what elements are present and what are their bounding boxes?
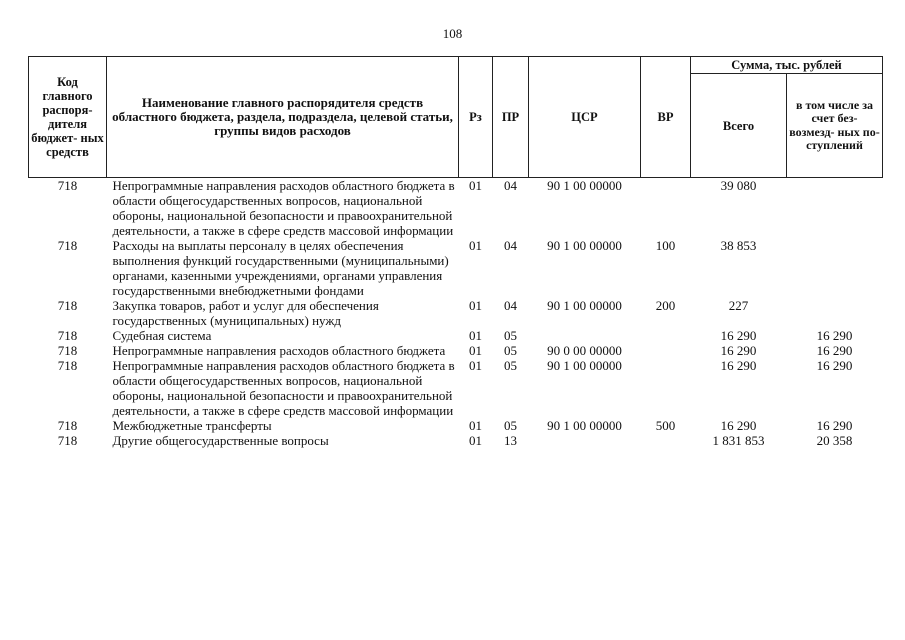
table-body [29, 178, 883, 449]
cell-vr [641, 178, 691, 239]
header-gratuitous: в том числе за счет без- возмезд- ных по- ступлений [787, 74, 883, 178]
cell-vr [641, 343, 691, 358]
header-sum: Сумма, тыс. рублей [691, 57, 883, 74]
cell-gratuitous [787, 298, 883, 328]
cell-pr: 05 [504, 328, 517, 343]
cell-csr [529, 433, 641, 448]
cell-csr: 90 1 00 00000 [547, 418, 622, 433]
cell-vr: 500 [655, 418, 676, 433]
cell-rz: 01 [469, 298, 482, 313]
cell-rz: 01 [469, 418, 482, 433]
cell-pr: 05 [504, 343, 517, 358]
header-name: Наименование главного распорядителя средств областного бюджета, раздела, подраздела, целевой статьи, группы видов расходов [107, 57, 459, 178]
header-vr: ВР [641, 57, 691, 178]
header-total: Всего [691, 74, 787, 178]
cell-pr: 13 [504, 433, 517, 448]
cell-total: 16 290 [720, 328, 757, 343]
table-row [29, 418, 883, 433]
cell-total: 16 290 [720, 418, 757, 433]
cell-pr: 04 [504, 238, 517, 253]
table-row [29, 178, 883, 239]
cell-total: 16 290 [720, 343, 757, 358]
cell-code: 718 [57, 433, 78, 448]
cell-gratuitous: 16 290 [816, 418, 853, 433]
cell-name: Судебная система [112, 328, 212, 343]
cell-gratuitous: 20 358 [816, 433, 853, 448]
budget-table [28, 56, 883, 448]
table-row [29, 298, 883, 328]
header-rz: Рз [459, 57, 493, 178]
cell-name: Закупка товаров, работ и услуг для обеспечения государственных (муниципальных) нужд [112, 298, 379, 328]
cell-pr: 05 [504, 358, 517, 373]
cell-code: 718 [57, 238, 78, 253]
cell-vr [641, 358, 691, 418]
cell-rz: 01 [469, 238, 482, 253]
cell-pr: 05 [504, 418, 517, 433]
cell-total: 38 853 [720, 238, 757, 253]
header-csr: ЦСР [529, 57, 641, 178]
cell-vr: 200 [655, 298, 676, 313]
table-row [29, 238, 883, 298]
page-number: 108 [442, 26, 463, 41]
cell-name: Непрограммные направления расходов областного бюджета в области общегосударственных вопросов, национальной обороны, национальной безопасности и правоохранительной деятельности, а также в сфере средств массовой информации [112, 358, 455, 418]
cell-pr: 04 [504, 178, 517, 193]
cell-gratuitous: 16 290 [816, 343, 853, 358]
cell-rz: 01 [469, 328, 482, 343]
table-row [29, 343, 883, 358]
cell-code: 718 [57, 178, 78, 193]
cell-name: Непрограммные направления расходов областного бюджета [112, 343, 446, 358]
cell-csr: 90 1 00 00000 [547, 298, 622, 313]
cell-csr: 90 1 00 00000 [547, 238, 622, 253]
cell-code: 718 [57, 418, 78, 433]
table-row [29, 328, 883, 343]
cell-code: 718 [57, 358, 78, 373]
cell-code: 718 [57, 298, 78, 313]
cell-pr: 04 [504, 298, 517, 313]
cell-name: Межбюджетные трансферты [112, 418, 272, 433]
cell-csr: 90 1 00 00000 [547, 178, 622, 193]
cell-total: 227 [728, 298, 749, 313]
table-header [29, 57, 883, 178]
cell-code: 718 [57, 343, 78, 358]
cell-code: 718 [57, 328, 78, 343]
cell-total: 39 080 [720, 178, 757, 193]
cell-name: Другие общегосударственные вопросы [112, 433, 329, 448]
cell-gratuitous [787, 238, 883, 298]
cell-rz: 01 [469, 178, 482, 193]
cell-csr: 90 1 00 00000 [547, 358, 622, 373]
cell-csr [529, 328, 641, 343]
cell-rz: 01 [469, 433, 482, 448]
table-row [29, 433, 883, 448]
cell-gratuitous: 16 290 [816, 358, 853, 373]
cell-vr [641, 433, 691, 448]
cell-rz: 01 [469, 358, 482, 373]
cell-vr [641, 328, 691, 343]
cell-gratuitous: 16 290 [816, 328, 853, 343]
cell-rz: 01 [469, 343, 482, 358]
cell-gratuitous [787, 178, 883, 239]
cell-name: Непрограммные направления расходов областного бюджета в области общегосударственных вопросов, национальной обороны, национальной безопасности и правоохранительной деятельности, а также в сфере средств массовой информации [112, 178, 455, 238]
header-code: Код главного распоря- дителя бюджет- ных средств [29, 57, 107, 178]
cell-vr: 100 [655, 238, 676, 253]
cell-name: Расходы на выплаты персоналу в целях обеспечения выполнения функций государственными (муниципальными) органами, казенными учреждениями, органами управления государственными внебюджетными фондами [112, 238, 449, 298]
table-row [29, 358, 883, 418]
cell-csr: 90 0 00 00000 [547, 343, 622, 358]
cell-total: 16 290 [720, 358, 757, 373]
cell-total: 1 831 853 [712, 433, 765, 448]
header-pr: ПР [493, 57, 529, 178]
